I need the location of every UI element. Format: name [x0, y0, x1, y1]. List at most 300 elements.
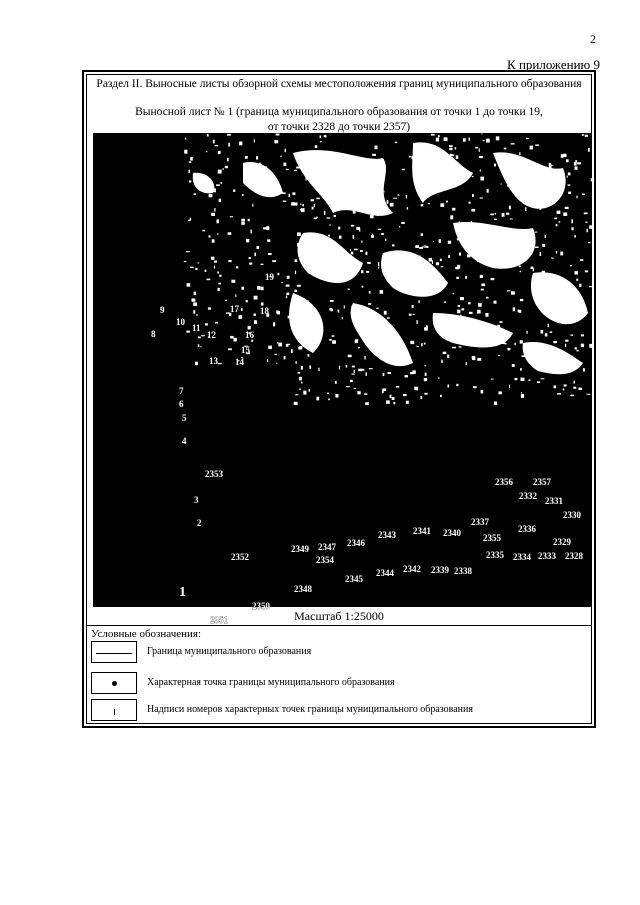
terrain-speck: [334, 215, 336, 217]
terrain-speck: [521, 378, 525, 381]
point-label: 2357: [533, 477, 551, 487]
terrain-speck: [233, 189, 235, 192]
terrain-speck: [410, 286, 412, 289]
terrain-speck: [343, 177, 345, 180]
terrain-speck: [385, 239, 386, 241]
terrain-speck: [494, 219, 497, 220]
terrain-speck: [544, 206, 545, 208]
terrain-speck: [433, 322, 434, 325]
terrain-speck: [460, 339, 463, 341]
terrain-speck: [375, 168, 378, 172]
terrain-speck: [246, 239, 249, 243]
terrain-speck: [366, 252, 368, 255]
terrain-speck: [286, 169, 289, 170]
terrain-speck: [457, 238, 459, 240]
terrain-speck: [409, 282, 411, 284]
terrain-speck: [404, 265, 407, 267]
terrain-speck: [574, 302, 575, 305]
terrain-speck: [402, 286, 403, 289]
terrain-speck: [410, 372, 414, 374]
terrain-speck: [489, 246, 491, 247]
terrain-speck: [446, 201, 448, 203]
terrain-speck: [545, 333, 548, 336]
terrain-speck: [527, 331, 528, 334]
terrain-speck: [578, 388, 582, 390]
point-label: 5: [182, 413, 187, 423]
terrain-speck: [416, 346, 419, 347]
point-label: 2330: [563, 510, 581, 520]
terrain-speck: [480, 275, 483, 278]
terrain-speck: [564, 384, 567, 386]
terrain-speck: [358, 324, 361, 328]
terrain-speck: [459, 221, 460, 223]
terrain-speck: [490, 227, 493, 231]
terrain-speck: [188, 170, 190, 173]
terrain-speck: [319, 269, 323, 272]
point-dot-icon: [112, 681, 117, 686]
terrain-speck: [526, 138, 529, 139]
terrain-speck: [563, 213, 567, 217]
terrain-speck: [230, 216, 233, 217]
point-label: 2340: [443, 528, 461, 538]
terrain-speck: [249, 263, 252, 265]
terrain-speck: [192, 298, 196, 301]
terrain-speck: [313, 336, 314, 337]
terrain-speck: [251, 230, 252, 234]
terrain-speck: [278, 343, 282, 347]
terrain-speck: [505, 334, 509, 336]
terrain-speck: [571, 227, 573, 230]
terrain-speck: [377, 187, 379, 190]
terrain-speck: [211, 257, 215, 260]
terrain-speck: [522, 355, 525, 357]
terrain-speck: [440, 203, 444, 207]
terrain-speck: [591, 178, 594, 181]
terrain-speck: [571, 219, 573, 223]
terrain-speck: [494, 301, 497, 304]
terrain-speck: [413, 254, 416, 256]
terrain-speck: [553, 298, 554, 301]
terrain-speck: [268, 346, 272, 350]
terrain-speck: [503, 259, 506, 263]
terrain-speck: [424, 245, 425, 248]
terrain-speck: [228, 348, 232, 350]
terrain-speck: [585, 270, 588, 272]
terrain-speck: [501, 258, 504, 259]
terrain-speck: [455, 147, 457, 149]
terrain-speck: [282, 192, 286, 194]
terrain-speck: [574, 381, 575, 384]
terrain-speck: [423, 158, 426, 160]
terrain-speck: [311, 236, 313, 238]
terrain-speck: [522, 191, 526, 194]
point-label: 2343: [378, 530, 396, 540]
terrain-speck: [461, 168, 464, 170]
terrain-speck: [573, 362, 576, 365]
terrain-speck: [472, 194, 474, 197]
terrain-speck: [509, 206, 511, 210]
point-label: 2337: [471, 517, 489, 527]
terrain-speck: [481, 133, 482, 134]
terrain-speck: [560, 252, 563, 256]
terrain-speck: [417, 320, 418, 324]
terrain-speck: [332, 340, 336, 344]
section-title: Раздел II. Выносные листы обзорной схемы местоположения границ муниципального образования: [96, 78, 582, 90]
terrain-speck: [519, 259, 520, 262]
terrain-speck: [389, 257, 391, 261]
sheet-title: [87, 105, 591, 135]
terrain-speck: [365, 402, 369, 405]
point-label: 2339: [431, 565, 449, 575]
terrain-speck: [228, 232, 232, 235]
terrain-speck: [261, 175, 265, 179]
terrain-speck: [533, 268, 534, 271]
legend-title: Условные обозначения:: [91, 628, 202, 640]
terrain-speck: [542, 271, 545, 273]
terrain-speck: [300, 204, 301, 206]
terrain-speck: [406, 195, 407, 198]
terrain-speck: [219, 199, 221, 202]
terrain-speck: [266, 226, 269, 230]
terrain-speck: [316, 198, 320, 200]
terrain-speck: [576, 279, 578, 281]
terrain-speck: [574, 162, 577, 166]
terrain-speck: [511, 291, 515, 294]
terrain-speck: [390, 203, 394, 207]
terrain-speck: [194, 292, 197, 296]
terrain-speck: [452, 347, 456, 349]
terrain-speck: [369, 368, 373, 369]
terrain-speck: [452, 166, 454, 168]
terrain-speck: [378, 229, 381, 230]
terrain-speck: [382, 198, 384, 202]
point-label: 2328: [565, 551, 583, 561]
terrain-speck: [443, 352, 447, 354]
terrain-speck: [466, 362, 467, 365]
terrain-speck: [467, 340, 471, 343]
point-label: 14: [235, 357, 244, 367]
terrain-speck: [193, 310, 195, 314]
terrain-speck: [477, 310, 481, 314]
terrain-speck: [494, 164, 496, 167]
terrain-speck: [581, 344, 584, 348]
terrain-speck: [187, 283, 191, 287]
terrain-speck: [481, 284, 485, 287]
terrain-speck: [284, 356, 286, 359]
terrain-speck: [448, 255, 450, 258]
terrain-speck: [423, 246, 424, 248]
point-label: 7: [179, 386, 184, 396]
terrain-speck: [455, 162, 457, 163]
terrain-speck: [542, 244, 545, 247]
terrain-speck: [308, 345, 311, 348]
terrain-speck: [473, 335, 475, 338]
terrain-speck: [394, 356, 397, 358]
terrain-speck: [241, 308, 243, 311]
terrain-speck: [214, 266, 215, 269]
point-label: 2344: [376, 568, 394, 578]
terrain-speck: [275, 354, 277, 355]
terrain-speck: [424, 378, 427, 381]
terrain-speck: [543, 310, 545, 312]
terrain-speck: [256, 181, 257, 184]
terrain-speck: [314, 204, 315, 207]
terrain-speck: [312, 207, 314, 210]
terrain-speck: [301, 366, 303, 370]
terrain-speck: [460, 297, 464, 300]
terrain-speck: [323, 238, 325, 240]
terrain-speck: [359, 199, 360, 201]
terrain-speck: [300, 329, 304, 331]
terrain-speck: [221, 182, 222, 184]
terrain-speck: [513, 307, 515, 311]
terrain-speck: [370, 215, 374, 218]
terrain-speck: [523, 177, 525, 180]
terrain-speck: [231, 280, 235, 283]
legend-item-labels: [91, 699, 591, 721]
terrain-speck: [510, 219, 513, 220]
terrain-speck: [520, 368, 522, 371]
point-label: 2346: [347, 538, 365, 548]
terrain-speck: [383, 373, 385, 376]
terrain-speck: [353, 210, 356, 214]
terrain-speck: [579, 315, 581, 318]
terrain-speck: [541, 330, 544, 334]
terrain-speck: [576, 196, 577, 199]
terrain-speck: [298, 372, 301, 374]
terrain-speck: [520, 340, 523, 343]
terrain-speck: [431, 134, 435, 136]
terrain-speck: [418, 300, 419, 303]
terrain-speck: [316, 217, 317, 218]
terrain-speck: [249, 257, 251, 259]
terrain-speck: [369, 291, 371, 294]
point-label: 2350: [252, 601, 270, 611]
legend-symbol-box: [91, 699, 137, 721]
terrain-speck: [261, 287, 264, 291]
page-number: 2: [590, 32, 596, 46]
terrain-speck: [541, 378, 545, 379]
terrain-speck: [214, 261, 217, 263]
point-label: 2336: [518, 524, 536, 534]
point-label: 2332: [519, 491, 537, 501]
terrain-speck: [527, 182, 530, 185]
terrain-speck: [219, 275, 221, 277]
terrain-speck: [284, 163, 287, 167]
point-label: 17: [230, 304, 239, 314]
terrain-speck: [339, 236, 342, 239]
terrain-speck: [583, 368, 585, 371]
terrain-speck: [377, 213, 379, 216]
terrain-speck: [195, 268, 197, 270]
terrain-speck: [276, 134, 280, 136]
terrain-speck: [577, 162, 581, 164]
terrain-speck: [459, 346, 462, 347]
terrain-speck: [396, 386, 399, 388]
point-label: 2: [197, 518, 202, 528]
terrain-speck: [477, 235, 479, 237]
terrain-speck: [432, 155, 435, 157]
terrain-speck: [395, 267, 397, 269]
terrain-speck: [494, 402, 497, 405]
terrain-speck: [423, 282, 426, 284]
terrain-speck: [350, 249, 351, 251]
terrain-speck: [421, 343, 423, 346]
terrain-speck: [346, 365, 348, 368]
terrain-speck: [227, 158, 229, 162]
terrain-speck: [184, 150, 187, 154]
terrain-speck: [364, 356, 365, 360]
terrain-speck: [469, 202, 471, 204]
terrain-speck: [580, 259, 583, 261]
terrain-speck: [193, 303, 197, 306]
terrain-speck: [416, 164, 419, 166]
terrain-speck: [490, 214, 494, 216]
terrain-speck: [402, 362, 405, 363]
terrain-speck: [382, 389, 386, 392]
terrain-speck: [528, 379, 530, 380]
terrain-speck: [557, 211, 561, 214]
terrain-speck: [532, 188, 534, 189]
terrain-speck: [306, 177, 307, 180]
terrain-speck: [550, 331, 553, 333]
terrain-speck: [330, 224, 331, 225]
terrain-speck: [245, 156, 248, 159]
terrain-speck: [525, 253, 528, 254]
terrain-speck: [527, 242, 531, 244]
terrain-speck: [491, 379, 494, 380]
terrain-speck: [478, 336, 480, 339]
appendix-reference: К приложению 9: [507, 57, 600, 72]
terrain-speck: [299, 346, 302, 347]
terrain-speck: [433, 241, 434, 242]
terrain-speck: [255, 253, 257, 257]
terrain-speck: [342, 249, 346, 252]
terrain-speck: [552, 292, 555, 294]
terrain-speck: [535, 145, 539, 146]
terrain-speck: [267, 359, 268, 362]
terrain-speck: [218, 288, 220, 291]
terrain-speck: [344, 305, 345, 308]
terrain-speck: [375, 146, 378, 150]
terrain-speck: [226, 312, 229, 313]
terrain-speck: [230, 336, 233, 339]
terrain-speck: [418, 256, 421, 258]
terrain-speck: [587, 394, 591, 395]
terrain-speck: [589, 344, 593, 348]
terrain-speck: [366, 271, 369, 273]
terrain-speck: [497, 325, 500, 327]
terrain-speck: [299, 377, 302, 381]
terrain-speck: [406, 401, 409, 404]
terrain-speck: [421, 204, 424, 206]
terrain-speck: [248, 326, 251, 330]
terrain-speck: [352, 374, 355, 375]
terrain-speck: [366, 372, 367, 376]
legend-divider: [87, 625, 591, 626]
terrain-speck: [254, 166, 256, 169]
terrain-speck: [225, 166, 228, 168]
terrain-speck: [189, 161, 191, 163]
sheet-title-line-1: Выносной лист № 1 (граница муниципального образования от точки 1 до точки 19,: [135, 106, 543, 118]
terrain-speck: [504, 148, 507, 150]
terrain-speck: [535, 232, 538, 233]
terrain-speck: [585, 222, 587, 223]
terrain-speck: [479, 148, 480, 152]
terrain-speck: [495, 213, 497, 215]
terrain-speck: [575, 271, 578, 275]
terrain-speck: [388, 372, 392, 374]
terrain-speck: [496, 136, 500, 140]
terrain-speck: [329, 339, 331, 341]
terrain-speck: [440, 259, 442, 261]
terrain-speck: [556, 251, 557, 254]
terrain-speck: [287, 276, 290, 279]
terrain-speck: [390, 395, 392, 399]
terrain-speck: [431, 151, 435, 153]
terrain-speck: [351, 225, 354, 227]
terrain-speck: [190, 218, 191, 220]
terrain-speck: [334, 244, 338, 246]
terrain-speck: [560, 353, 561, 356]
terrain-speck: [394, 402, 395, 405]
terrain-speck: [561, 154, 564, 158]
terrain-speck: [351, 252, 353, 255]
point-label: 16: [245, 330, 254, 340]
legend-item-point: [91, 672, 591, 694]
terrain-speck: [217, 219, 219, 223]
terrain-speck: [411, 277, 412, 280]
terrain-speck: [206, 151, 207, 152]
terrain-speck: [480, 198, 483, 199]
terrain-speck: [214, 188, 216, 192]
terrain-speck: [194, 193, 196, 195]
terrain-speck: [209, 194, 213, 197]
terrain-speck: [357, 391, 360, 394]
terrain-speck: [565, 344, 566, 347]
terrain-speck: [582, 194, 585, 196]
terrain-speck: [186, 331, 190, 333]
terrain-speck: [554, 218, 557, 220]
terrain-speck: [378, 267, 379, 269]
terrain-speck: [367, 262, 371, 264]
terrain-speck: [415, 245, 419, 248]
terrain-speck: [218, 170, 222, 174]
terrain-speck: [387, 317, 390, 319]
terrain-speck: [589, 286, 592, 287]
terrain-speck: [241, 222, 245, 225]
terrain-speck: [574, 235, 576, 237]
terrain-speck: [265, 166, 267, 170]
terrain-speck: [569, 366, 570, 368]
terrain-speck: [202, 230, 205, 232]
terrain-speck: [209, 235, 211, 237]
point-label: 12: [207, 330, 216, 340]
terrain-speck: [563, 154, 566, 157]
terrain-speck: [429, 258, 432, 262]
terrain-speck: [497, 243, 500, 245]
terrain-speck: [501, 183, 502, 184]
terrain-speck: [583, 305, 585, 308]
legend-symbol-box: [91, 641, 137, 663]
terrain-speck: [211, 213, 215, 216]
terrain-speck: [277, 311, 280, 315]
terrain-speck: [318, 368, 319, 371]
terrain-speck: [339, 366, 340, 370]
terrain-speck: [477, 358, 481, 361]
terrain-speck: [350, 380, 353, 382]
terrain-speck: [399, 285, 401, 287]
